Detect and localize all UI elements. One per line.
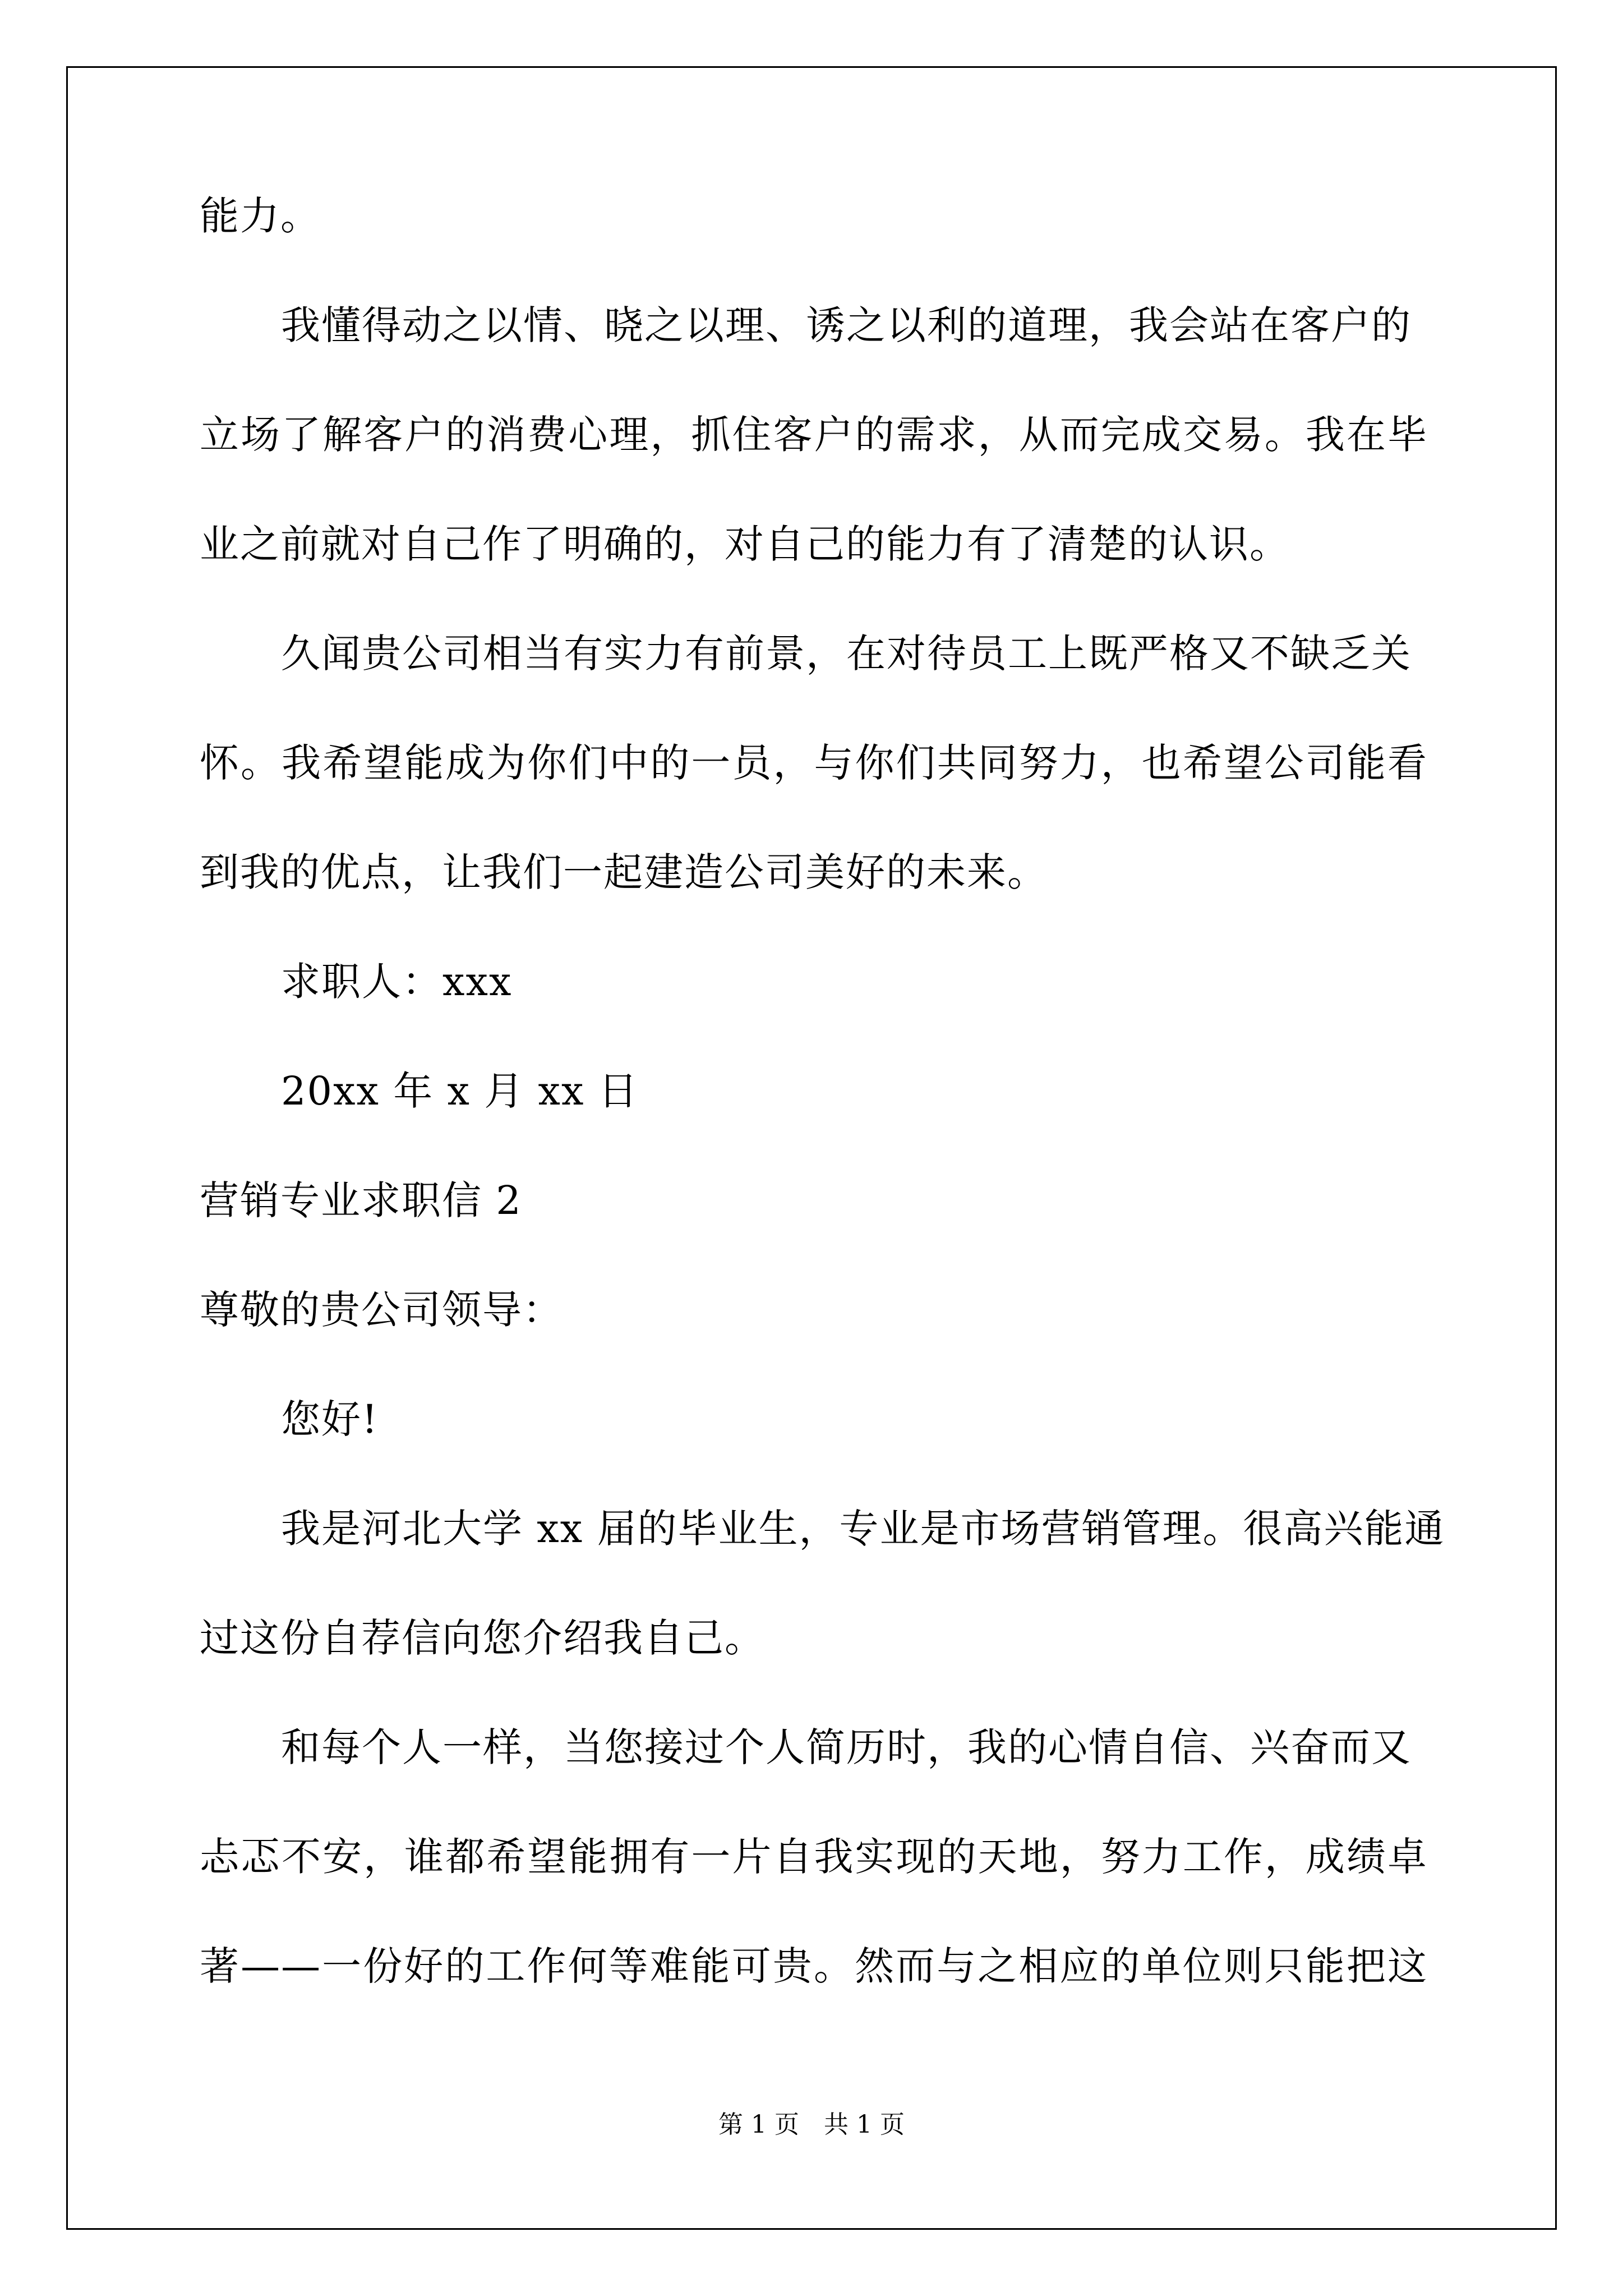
salutation: 尊敬的贵公司领导： <box>200 1287 563 1333</box>
text-line: 到我的优点，让我们一起建造公司美好的未来。 <box>200 849 1048 895</box>
text-line: 著——一份好的工作何等难能可贵。然而与之相应的单位则只能把这 <box>200 1943 1428 1989</box>
text-line: 过这份自荐信向您介绍我自己。 <box>200 1615 765 1661</box>
paragraph-line: 我懂得动之以情、晓之以理、诱之以利的道理，我会站在客户的 <box>281 302 1412 348</box>
paragraph-line: 我是河北大学 xx 届的毕业生，专业是市场营销管理。很高兴能通 <box>281 1506 1445 1552</box>
section-heading: 营销专业求职信 2 <box>200 1177 522 1223</box>
text-line: 业之前就对自己作了明确的，对自己的能力有了清楚的认识。 <box>200 521 1290 567</box>
greeting: 您好! <box>281 1396 379 1442</box>
text-line: 怀。我希望能成为你们中的一员，与你们共同努力，也希望公司能看 <box>200 740 1428 786</box>
text-line: 忐忑不安，谁都希望能拥有一片自我实现的天地，努力工作，成绩卓 <box>200 1834 1428 1880</box>
text-line: 能力。 <box>200 193 321 239</box>
date-line: 20xx 年 x 月 xx 日 <box>281 1068 639 1114</box>
text-line: 立场了解客户的消费心理，抓住客户的需求，从而完成交易。我在毕 <box>200 412 1428 458</box>
signature-line: 求职人：xxx <box>281 959 513 1005</box>
page-border <box>66 66 1557 2230</box>
paragraph-line: 久闻贵公司相当有实力有前景，在对待员工上既严格又不缺乏关 <box>281 631 1412 677</box>
paragraph-line: 和每个人一样，当您接过个人简历时，我的心情自信、兴奋而又 <box>281 1724 1412 1770</box>
page-number-footer: 第 1 页 共 1 页 <box>718 2110 905 2139</box>
